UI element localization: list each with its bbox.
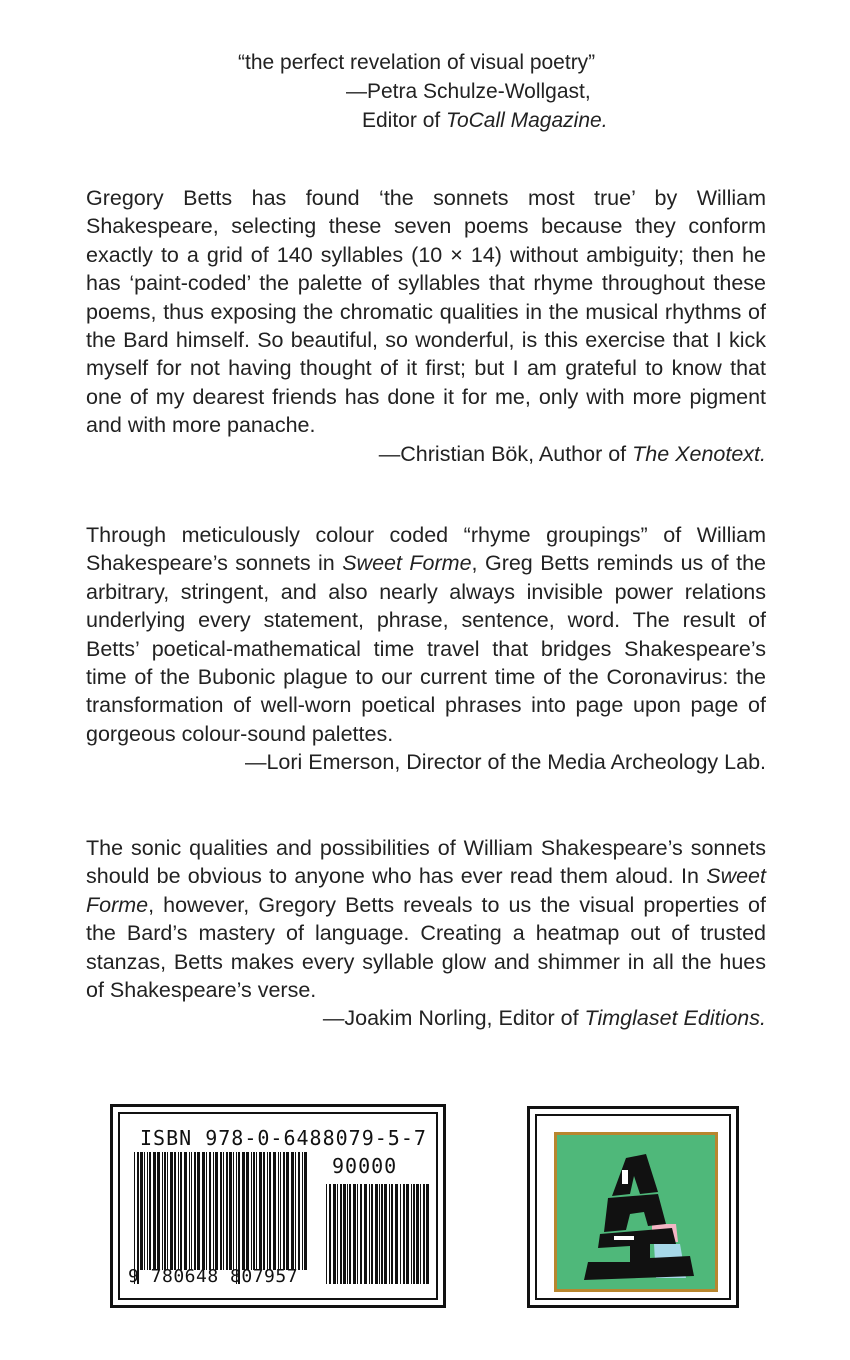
barcode-addon-bar	[384, 1184, 387, 1284]
barcode-bar	[174, 1152, 176, 1270]
barcode-bar	[134, 1152, 135, 1284]
pullquote-text: “the perfect revelation of visual poetry”	[238, 51, 596, 74]
isbn-barcode	[110, 1104, 446, 1308]
barcode-bar	[286, 1152, 289, 1270]
barcode-addon-bar	[420, 1184, 421, 1284]
barcode-bar	[236, 1152, 237, 1284]
barcode-bar	[164, 1152, 166, 1270]
barcode-addon-bar	[379, 1184, 380, 1284]
barcode-addon-bar	[391, 1184, 393, 1284]
barcode-addon-bar	[360, 1184, 362, 1284]
barcode-addon-bar	[343, 1184, 346, 1284]
barcode-addon-bar	[381, 1184, 383, 1284]
barcode-bar	[226, 1152, 228, 1270]
barcode-bar	[263, 1152, 265, 1270]
barcode-addon-bar	[326, 1184, 327, 1284]
barcode-bar	[298, 1152, 300, 1270]
barcode-bar	[302, 1152, 303, 1270]
publisher-logo-box	[527, 1106, 739, 1308]
barcode-bar	[304, 1152, 307, 1270]
pullquote-role	[238, 106, 608, 135]
barcode-addon-bar	[340, 1184, 342, 1284]
barcode-addon-bar	[375, 1184, 378, 1284]
barcode-addon-bar	[411, 1184, 412, 1284]
barcode-bar	[167, 1152, 168, 1270]
blurb-norling-text	[86, 834, 766, 1004]
barcode-bar	[149, 1152, 151, 1270]
barcode-bar	[147, 1152, 148, 1270]
blurb-norling-title: Sweet Forme	[86, 864, 766, 917]
pullquote-role-prefix: Editor of	[362, 109, 447, 132]
blurb-emerson-text	[86, 521, 766, 748]
barcode-addon-bar	[357, 1184, 358, 1284]
blurb-norling-text-b: , however, Gregory Betts reveals to us the visual properties of the Bard’s mastery of language. Creating a heatmap out of trusted stanzas, Betts makes every syllable glow and shimmer in all the hues of Shakespeare’s verse.	[86, 892, 766, 1003]
barcode-bar	[238, 1152, 240, 1284]
barcode-addon-bar	[406, 1184, 409, 1284]
blurb-bok	[86, 184, 766, 468]
barcode-bar	[256, 1152, 257, 1270]
barcode-bar	[144, 1152, 145, 1270]
blurb-bok-attr-prefix: —Christian Bök, Author of	[378, 441, 633, 466]
barcode-bar	[295, 1152, 296, 1270]
blurb-bok-attr-title: The Xenotext.	[632, 441, 766, 466]
barcode-bar	[220, 1152, 222, 1270]
barcode-bars	[134, 1152, 310, 1284]
barcode-bar	[223, 1152, 224, 1270]
barcode-bar	[259, 1152, 262, 1270]
blurb-bok-attribution	[86, 440, 766, 468]
barcode-bar	[291, 1152, 294, 1270]
barcode-addon-bar	[400, 1184, 401, 1284]
price-code: 90000	[332, 1154, 398, 1178]
barcode-bar	[269, 1152, 271, 1270]
barcode-addon-bars	[326, 1184, 430, 1284]
blurb-norling-attr-prefix: —Joakim Norling, Editor of	[322, 1006, 585, 1031]
blurb-norling-attribution	[86, 1004, 766, 1032]
blurb-emerson	[86, 521, 766, 777]
barcode-bar	[189, 1152, 190, 1270]
barcode-bar	[267, 1152, 268, 1270]
barcode-bar	[137, 1152, 139, 1284]
barcode-bar	[213, 1152, 214, 1270]
barcode-addon-bar	[333, 1184, 336, 1284]
barcode-bar	[209, 1152, 211, 1270]
barcode-bar	[170, 1152, 173, 1270]
blurb-norling	[86, 834, 766, 1033]
barcode-addon-bar	[416, 1184, 419, 1284]
barcode-addon-bar	[364, 1184, 367, 1284]
barcode-bar	[280, 1152, 281, 1270]
barcode-number: 9 780648 807957	[128, 1266, 299, 1287]
barcode-bar	[229, 1152, 232, 1270]
barcode-bar	[253, 1152, 255, 1270]
barcode-bar	[251, 1152, 252, 1270]
barcode-addon-bar	[349, 1184, 351, 1284]
barcode-bar	[246, 1152, 249, 1270]
barcode-addon-bar	[403, 1184, 405, 1284]
barcode-bar	[202, 1152, 205, 1270]
blurb-emerson-title: Sweet Forme	[342, 551, 472, 576]
barcode-bar	[273, 1152, 276, 1270]
isbn-label: ISBN 978-0-6488079-5-7	[140, 1126, 427, 1150]
logo-slit	[614, 1236, 634, 1240]
barcode-bar	[140, 1152, 143, 1270]
pullquote	[238, 48, 608, 135]
publisher-logo	[554, 1132, 718, 1292]
barcode-addon-bar	[337, 1184, 338, 1284]
barcode-addon-bar	[353, 1184, 356, 1284]
barcode-bar	[233, 1152, 234, 1270]
barcode-addon-bar	[413, 1184, 415, 1284]
barcode-addon-bar	[369, 1184, 370, 1284]
barcode-addon-bar	[426, 1184, 429, 1284]
barcode-bar	[197, 1152, 200, 1270]
pullquote-magazine: ToCall Magazine.	[446, 109, 608, 132]
barcode-bar	[180, 1152, 182, 1270]
barcode-bar	[215, 1152, 218, 1270]
barcode-addon-bar	[329, 1184, 331, 1284]
barcode-bar	[206, 1152, 207, 1270]
blurb-emerson-text-a: Through meticulously colour coded “rhyme groupings” of William Shakespeare’s sonnets in	[86, 523, 766, 576]
barcode-frame	[118, 1112, 438, 1300]
blurb-emerson-attribution: —Lori Emerson, Director of the Media Archeology Lab.	[244, 750, 766, 775]
barcode-addon-bar	[389, 1184, 390, 1284]
barcode-addon-bar	[395, 1184, 398, 1284]
barcode-bar	[184, 1152, 187, 1270]
barcode-bar	[162, 1152, 163, 1270]
barcode-bar	[153, 1152, 156, 1270]
barcode-bar	[242, 1152, 245, 1270]
barcode-bar	[194, 1152, 196, 1270]
logo-frame	[535, 1114, 731, 1300]
pullquote-author: —Petra Schulze-Wollgast,	[346, 80, 591, 103]
logo-notch	[622, 1170, 628, 1184]
barcode-addon-bar	[347, 1184, 348, 1284]
barcode-bar	[191, 1152, 192, 1270]
barcode-addon-bar	[371, 1184, 373, 1284]
barcode-bar	[283, 1152, 285, 1270]
barcode-bar	[178, 1152, 179, 1270]
blurb-norling-text-a: The sonic qualities and possibilities of William Shakespeare’s sonnets should be obvious to anyone who has ever read them aloud. In	[86, 836, 766, 889]
blurb-bok-text: Gregory Betts has found ‘the sonnets most true’ by William Shakespeare, selecting these seven poems because they conform exactly to a grid of 140 syllables (10 × 14) without ambiguity; then he has ‘paint-coded’ the palette of syllables that rhyme throughout these poems, thus exposing the chromatic qualities in the musical rhythms of the Bard himself. So beautiful, so wonderful, is this exercise that I kick myself for not having thought of it first; but I am grateful to know that one of my dearest friends has done it for me, only with more pigment and with more panache.	[86, 186, 766, 438]
blurb-norling-attr-title: Timglaset Editions.	[584, 1006, 766, 1031]
barcode-addon-bar	[423, 1184, 425, 1284]
barcode-bar	[278, 1152, 279, 1270]
barcode-bar	[157, 1152, 160, 1270]
blurb-emerson-text-b: , Greg Betts reminds us of the arbitrary, stringent, and also nearly always invisible power relations underlying every statement, phrase, sentence, word. The result of Betts’ poetical-mathematical time travel that bridges Shakespeare’s time of the Bubonic plague to our current time of the Coronavirus: the transformation of well-worn poetical phrases into page upon page of gorgeous colour-sound palettes.	[86, 551, 766, 746]
